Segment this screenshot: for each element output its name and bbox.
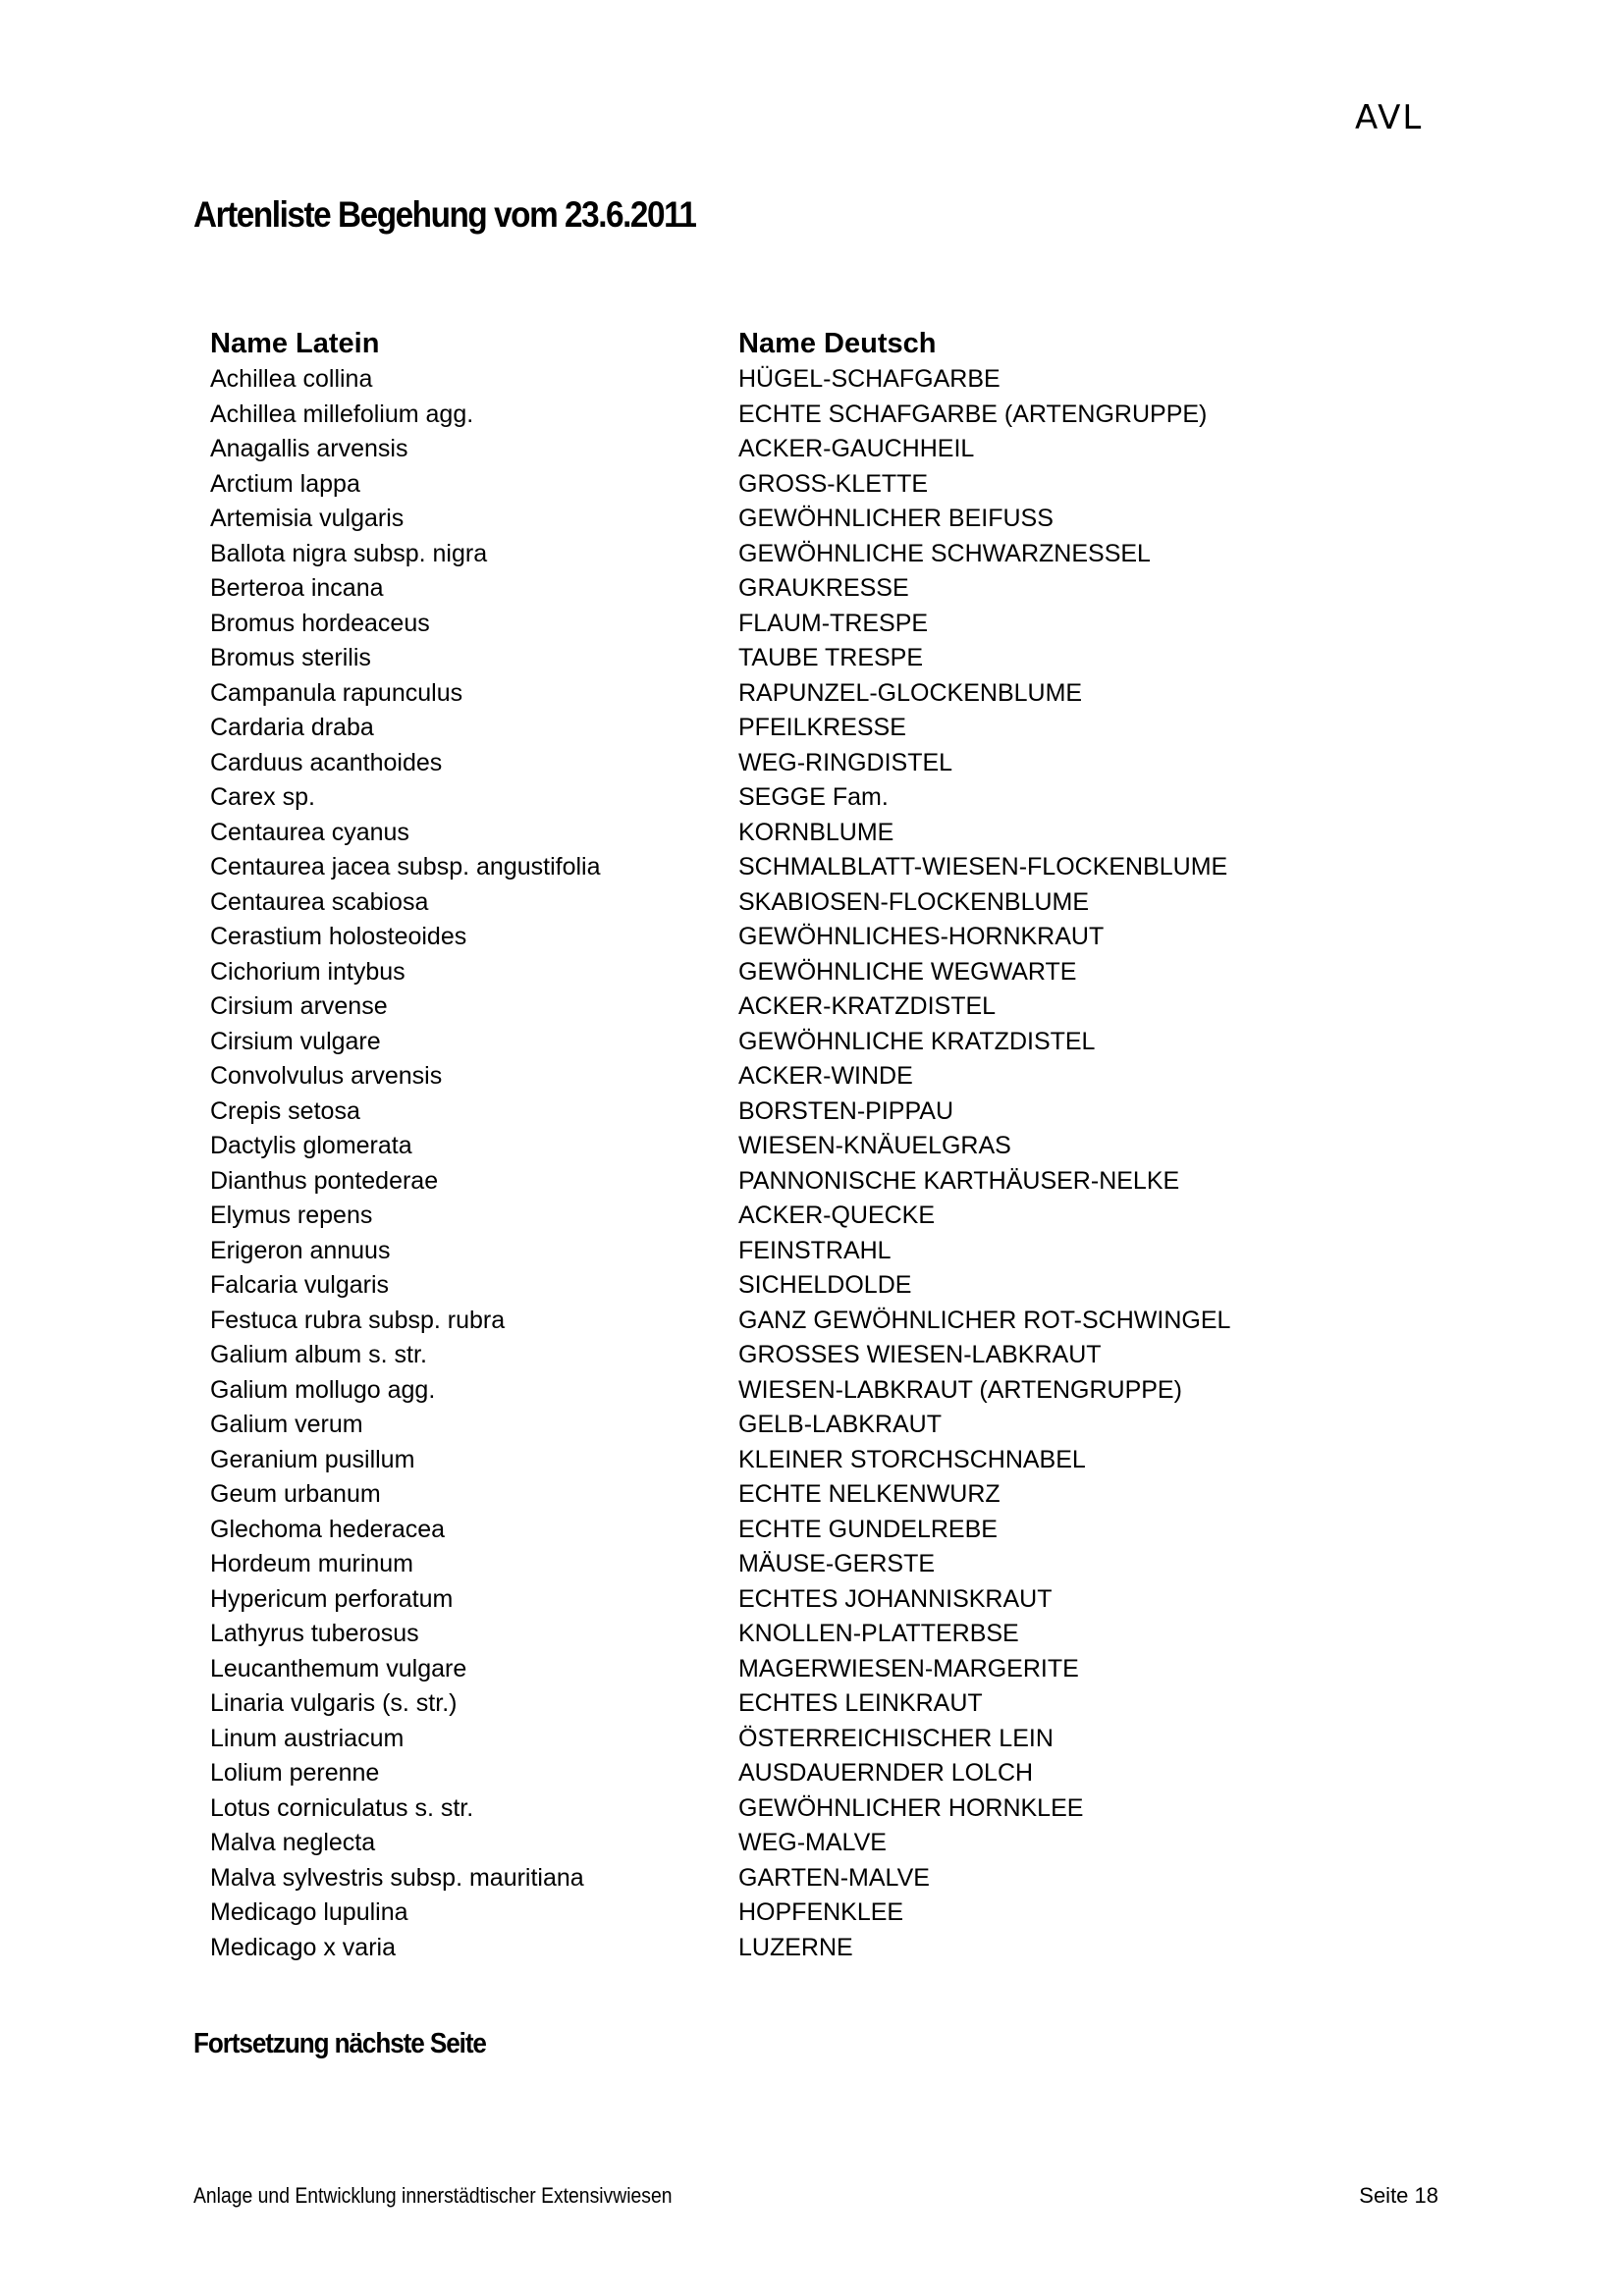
table-row	[210, 1411, 1327, 1446]
table-row	[210, 1028, 1327, 1063]
german-name-cell: SICHELDOLDE	[738, 1271, 912, 1299]
continuation-note: Fortsetzung nächste Seite	[193, 2028, 486, 2059]
table-row	[210, 923, 1327, 958]
table-row	[210, 714, 1327, 749]
table-row	[210, 679, 1327, 715]
table-row	[210, 1132, 1327, 1167]
german-name-cell: PFEILKRESSE	[738, 714, 906, 741]
table-row	[210, 400, 1327, 436]
table-row	[210, 1585, 1327, 1621]
german-name-cell: KNOLLEN-PLATTERBSE	[738, 1620, 1019, 1647]
table-row	[210, 1167, 1327, 1202]
german-name-cell: SCHMALBLATT-WIESEN-FLOCKENBLUME	[738, 853, 1228, 881]
latin-name-cell: Malva sylvestris subsp. mauritiana	[210, 1863, 584, 1892]
table-row	[210, 783, 1327, 819]
table-row	[210, 992, 1327, 1028]
latin-name-cell: Centaurea jacea subsp. angustifolia	[210, 853, 601, 881]
german-name-cell: GEWÖHNLICHER BEIFUSS	[738, 505, 1054, 532]
latin-name-cell: Hypericum perforatum	[210, 1584, 454, 1613]
table-row	[210, 505, 1327, 540]
table-row	[210, 1376, 1327, 1412]
german-name-cell: ACKER-GAUCHHEIL	[738, 435, 975, 462]
table-row	[210, 1864, 1327, 1899]
latin-name-cell: Dianthus pontederae	[210, 1166, 439, 1195]
table-row	[210, 958, 1327, 993]
german-name-cell: WIESEN-LABKRAUT (ARTENGRUPPE)	[738, 1375, 1182, 1404]
german-name-cell: HÜGEL-SCHAFGARBE	[738, 365, 1001, 393]
latin-name-cell: Medicago x varia	[210, 1933, 396, 1961]
table-row	[210, 1620, 1327, 1655]
latin-name-cell: Crepis setosa	[210, 1096, 360, 1125]
latin-name-cell: Bromus hordeaceus	[210, 609, 430, 637]
latin-name-cell: Geranium pusillum	[210, 1445, 415, 1473]
latin-name-cell: Geum urbanum	[210, 1480, 381, 1508]
latin-name-cell: Cichorium intybus	[210, 957, 406, 986]
german-name-cell: RAPUNZEL-GLOCKENBLUME	[738, 678, 1083, 707]
latin-name-cell: Cardaria draba	[210, 714, 374, 741]
latin-name-cell: Falcaria vulgaris	[210, 1271, 390, 1299]
latin-name-cell: Arctium lappa	[210, 469, 360, 498]
latin-name-cell: Anagallis arvensis	[210, 435, 408, 462]
table-row	[210, 1550, 1327, 1585]
german-name-cell: GELB-LABKRAUT	[738, 1411, 943, 1438]
latin-name-cell: Leucanthemum vulgare	[210, 1654, 467, 1682]
german-name-cell: MÄUSE-GERSTE	[738, 1550, 936, 1577]
german-name-cell: HOPFENKLEE	[738, 1898, 904, 1926]
table-row	[210, 819, 1327, 854]
german-name-cell: GRAUKRESSE	[738, 574, 909, 602]
table-row	[210, 1097, 1327, 1133]
table-row	[210, 1725, 1327, 1760]
table-row	[210, 610, 1327, 645]
german-name-cell: GROSSES WIESEN-LABKRAUT	[738, 1341, 1102, 1368]
latin-name-cell: Linum austriacum	[210, 1724, 405, 1752]
latin-name-cell: Hordeum murinum	[210, 1550, 414, 1577]
german-name-cell: SKABIOSEN-FLOCKENBLUME	[738, 887, 1090, 916]
latin-name-cell: Lotus corniculatus s. str.	[210, 1793, 474, 1822]
german-name-cell: MAGERWIESEN-MARGERITE	[738, 1654, 1079, 1682]
latin-name-cell: Elymus repens	[210, 1201, 373, 1229]
german-name-cell: GEWÖHNLICHE KRATZDISTEL	[738, 1027, 1096, 1055]
table-row	[210, 365, 1327, 400]
table-row	[210, 1759, 1327, 1794]
latin-name-cell: Galium verum	[210, 1411, 363, 1438]
german-name-cell: KLEINER STORCHSCHNABEL	[738, 1445, 1086, 1473]
latin-name-cell: Centaurea cyanus	[210, 818, 409, 846]
latin-name-cell: Centaurea scabiosa	[210, 887, 429, 916]
latin-name-cell: Linaria vulgaris (s. str.)	[210, 1689, 458, 1717]
latin-name-cell: Cerastium holosteoides	[210, 923, 467, 950]
table-row	[210, 1446, 1327, 1481]
german-name-cell: ACKER-WINDE	[738, 1062, 913, 1090]
table-row	[210, 1237, 1327, 1272]
german-name-cell: WEG-RINGDISTEL	[738, 748, 953, 776]
german-name-cell: GEWÖHNLICHE SCHWARZNESSEL	[738, 539, 1151, 567]
latin-name-cell: Dactylis glomerata	[210, 1132, 412, 1159]
footer-document-title: Anlage und Entwicklung innerstädtischer Extensivwiesen	[193, 2183, 673, 2208]
latin-name-cell: Lolium perenne	[210, 1759, 380, 1787]
latin-name-cell: Festuca rubra subsp. rubra	[210, 1306, 506, 1334]
species-table-body	[210, 365, 1327, 1968]
table-row	[210, 574, 1327, 610]
table-row	[210, 1655, 1327, 1690]
german-name-cell: BORSTEN-PIPPAU	[738, 1096, 954, 1125]
table-row	[210, 1934, 1327, 1969]
table-row	[210, 1829, 1327, 1864]
german-name-cell: SEGGE Fam.	[738, 783, 889, 811]
table-row	[210, 470, 1327, 506]
german-name-cell: ACKER-KRATZDISTEL	[738, 992, 997, 1020]
table-row	[210, 1271, 1327, 1307]
table-row	[210, 1480, 1327, 1516]
page-title: Artenliste Begehung vom 23.6.2011	[193, 194, 696, 235]
table-row	[210, 1341, 1327, 1376]
german-name-cell: ÖSTERREICHISCHER LEIN	[738, 1724, 1054, 1752]
german-name-cell: ECHTES JOHANNISKRAUT	[738, 1584, 1053, 1613]
german-name-cell: PANNONISCHE KARTHÄUSER-NELKE	[738, 1166, 1180, 1195]
table-row	[210, 1307, 1327, 1342]
table-row	[210, 1201, 1327, 1237]
german-name-cell: FLAUM-TRESPE	[738, 609, 929, 637]
table-row	[210, 540, 1327, 575]
table-row	[210, 1689, 1327, 1725]
table-row	[210, 1898, 1327, 1934]
german-name-cell: GANZ GEWÖHNLICHER ROT-SCHWINGEL	[738, 1306, 1231, 1334]
german-name-cell: TAUBE TRESPE	[738, 644, 924, 671]
german-name-cell: AUSDAUERNDER LOLCH	[738, 1759, 1034, 1787]
latin-name-cell: Glechoma hederacea	[210, 1515, 446, 1543]
latin-name-cell: Convolvulus arvensis	[210, 1062, 443, 1090]
table-row	[210, 435, 1327, 470]
header-latin-name: Name Latein	[210, 328, 380, 359]
german-name-cell: KORNBLUME	[738, 818, 894, 846]
latin-name-cell: Malva neglecta	[210, 1829, 376, 1856]
avl-logo: AVL	[1355, 98, 1424, 137]
german-name-cell: ECHTES LEINKRAUT	[738, 1689, 983, 1717]
footer-page-number: Seite 18	[1359, 2183, 1438, 2208]
german-name-cell: GEWÖHNLICHER HORNKLEE	[738, 1793, 1084, 1822]
latin-name-cell: Galium mollugo agg.	[210, 1375, 436, 1404]
table-row	[210, 749, 1327, 784]
german-name-cell: ECHTE NELKENWURZ	[738, 1480, 1001, 1508]
latin-name-cell: Achillea millefolium agg.	[210, 400, 474, 428]
table-row	[210, 1794, 1327, 1830]
table-row	[210, 644, 1327, 679]
latin-name-cell: Carex sp.	[210, 783, 315, 811]
table-row	[210, 888, 1327, 924]
species-table	[210, 328, 1327, 1968]
german-name-cell: WIESEN-KNÄUELGRAS	[738, 1132, 1011, 1159]
latin-name-cell: Bromus sterilis	[210, 644, 371, 671]
german-name-cell: LUZERNE	[738, 1933, 853, 1961]
german-name-cell: GARTEN-MALVE	[738, 1863, 930, 1892]
german-name-cell: FEINSTRAHL	[738, 1236, 892, 1264]
german-name-cell: ECHTE SCHAFGARBE (ARTENGRUPPE)	[738, 400, 1208, 428]
header-german-name: Name Deutsch	[738, 328, 937, 359]
table-header-row	[210, 328, 1327, 365]
latin-name-cell: Campanula rapunculus	[210, 678, 463, 707]
latin-name-cell: Artemisia vulgaris	[210, 505, 405, 532]
table-row	[210, 853, 1327, 888]
latin-name-cell: Achillea collina	[210, 365, 373, 393]
latin-name-cell: Cirsium arvense	[210, 992, 388, 1020]
table-row	[210, 1516, 1327, 1551]
latin-name-cell: Medicago lupulina	[210, 1898, 408, 1926]
latin-name-cell: Berteroa incana	[210, 574, 384, 602]
german-name-cell: GROSS-KLETTE	[738, 469, 929, 498]
latin-name-cell: Cirsium vulgare	[210, 1027, 381, 1055]
german-name-cell: ECHTE GUNDELREBE	[738, 1515, 998, 1543]
latin-name-cell: Carduus acanthoides	[210, 748, 443, 776]
latin-name-cell: Galium album s. str.	[210, 1341, 427, 1368]
german-name-cell: GEWÖHNLICHE WEGWARTE	[738, 957, 1077, 986]
german-name-cell: GEWÖHNLICHES-HORNKRAUT	[738, 923, 1105, 950]
table-row	[210, 1062, 1327, 1097]
german-name-cell: WEG-MALVE	[738, 1829, 887, 1856]
german-name-cell: ACKER-QUECKE	[738, 1201, 936, 1229]
latin-name-cell: Ballota nigra subsp. nigra	[210, 539, 488, 567]
latin-name-cell: Erigeron annuus	[210, 1236, 391, 1264]
latin-name-cell: Lathyrus tuberosus	[210, 1620, 419, 1647]
